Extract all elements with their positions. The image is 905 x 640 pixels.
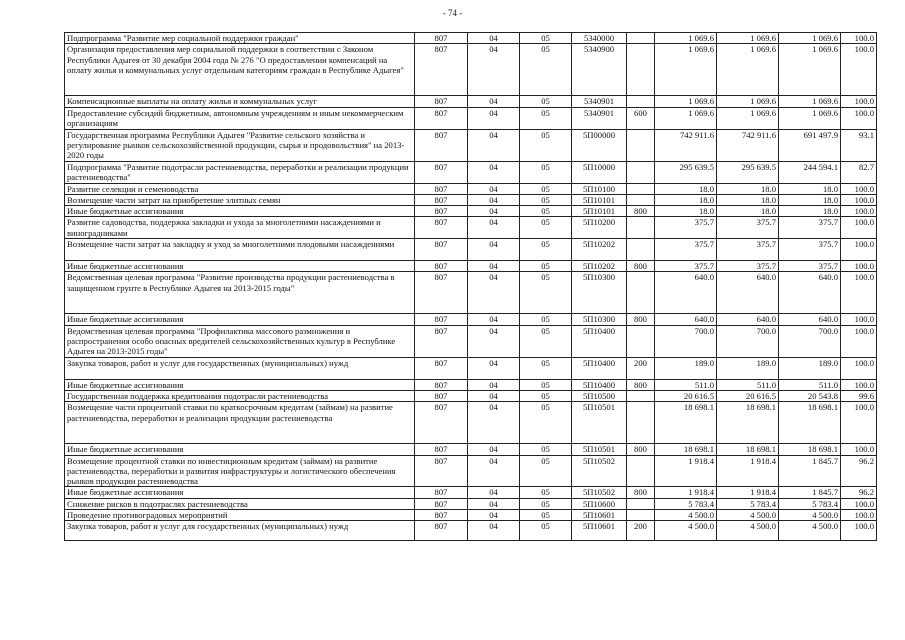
table-cell-name: Подпрограмма "Развитие мер социальной поддержки граждан" bbox=[65, 33, 415, 44]
table-cell-ministry: 807 bbox=[415, 272, 468, 314]
table-cell-refined: 700.0 bbox=[717, 325, 779, 357]
table-cell-approved: 511.0 bbox=[655, 379, 717, 390]
table-cell-approved: 640.0 bbox=[655, 314, 717, 325]
table-cell-section: 04 bbox=[468, 325, 520, 357]
table-cell-target-article: 5П10601 bbox=[572, 510, 627, 521]
table-cell-subsection: 05 bbox=[520, 521, 572, 541]
table-cell-executed: 244 594.1 bbox=[779, 161, 841, 183]
table-cell-subsection: 05 bbox=[520, 261, 572, 272]
table-cell-approved: 375.7 bbox=[655, 261, 717, 272]
table-cell-expense-type: 600 bbox=[627, 107, 655, 129]
table-cell-section: 04 bbox=[468, 261, 520, 272]
table-cell-percent: 100.0 bbox=[841, 261, 877, 272]
table-cell-executed: 375.7 bbox=[779, 239, 841, 261]
table-cell-percent: 100.0 bbox=[841, 379, 877, 390]
table-cell-ministry: 807 bbox=[415, 107, 468, 129]
table-cell-name: Развитие садоводства, поддержка закладки и ухода за многолетними насаждениями и виноградниками bbox=[65, 217, 415, 239]
table-cell-target-article: 5340901 bbox=[572, 96, 627, 107]
table-row bbox=[65, 521, 877, 541]
table-cell-target-article: 5П10202 bbox=[572, 261, 627, 272]
table-cell-ministry: 807 bbox=[415, 487, 468, 498]
table-cell-approved: 18 698.1 bbox=[655, 444, 717, 455]
table-cell-subsection: 05 bbox=[520, 390, 572, 401]
table-cell-subsection: 05 bbox=[520, 33, 572, 44]
table-row bbox=[65, 402, 877, 444]
table-cell-section: 04 bbox=[468, 402, 520, 444]
budget-table bbox=[64, 32, 877, 541]
table-cell-percent: 100.0 bbox=[841, 44, 877, 96]
table-cell-expense-type bbox=[627, 455, 655, 487]
table-cell-percent: 100.0 bbox=[841, 96, 877, 107]
table-cell-executed: 18 698.1 bbox=[779, 444, 841, 455]
table-cell-refined: 18.0 bbox=[717, 206, 779, 217]
table-cell-target-article: 5П10202 bbox=[572, 239, 627, 261]
table-cell-section: 04 bbox=[468, 510, 520, 521]
table-cell-expense-type: 200 bbox=[627, 357, 655, 379]
table-cell-executed: 640.0 bbox=[779, 272, 841, 314]
table-cell-section: 04 bbox=[468, 444, 520, 455]
table-cell-name: Иные бюджетные ассигнования bbox=[65, 206, 415, 217]
table-row bbox=[65, 390, 877, 401]
table-cell-expense-type bbox=[627, 96, 655, 107]
table-cell-expense-type bbox=[627, 183, 655, 194]
table-cell-name: Организация предоставления мер социальной поддержки в соответствии с Законом Республики Адыгея от 30 декабря 2004 года № 276 "О предоставлении компенсаций на оплату жилья и коммунальных услуг отдельным категориям граждан в Республике Адыгея" bbox=[65, 44, 415, 96]
table-row bbox=[65, 183, 877, 194]
table-cell-subsection: 05 bbox=[520, 44, 572, 96]
table-cell-executed: 375.7 bbox=[779, 261, 841, 272]
table-cell-expense-type bbox=[627, 44, 655, 96]
table-cell-percent: 100.0 bbox=[841, 107, 877, 129]
table-cell-subsection: 05 bbox=[520, 272, 572, 314]
table-cell-ministry: 807 bbox=[415, 239, 468, 261]
table-row bbox=[65, 444, 877, 455]
table-row bbox=[65, 498, 877, 509]
table-cell-executed: 20 543.8 bbox=[779, 390, 841, 401]
table-cell-target-article: 5П10000 bbox=[572, 161, 627, 183]
table-cell-approved: 4 500.0 bbox=[655, 521, 717, 541]
table-cell-ministry: 807 bbox=[415, 33, 468, 44]
table-cell-percent: 93.1 bbox=[841, 129, 877, 161]
table-cell-approved: 1 069.6 bbox=[655, 44, 717, 96]
table-cell-target-article: 5П10500 bbox=[572, 390, 627, 401]
table-cell-refined: 20 616.5 bbox=[717, 390, 779, 401]
table-cell-subsection: 05 bbox=[520, 498, 572, 509]
table-cell-expense-type: 800 bbox=[627, 206, 655, 217]
table-row bbox=[65, 33, 877, 44]
table-row bbox=[65, 455, 877, 487]
table-cell-percent: 100.0 bbox=[841, 521, 877, 541]
table-cell-ministry: 807 bbox=[415, 129, 468, 161]
table-cell-executed: 189.0 bbox=[779, 357, 841, 379]
table-cell-refined: 4 500.0 bbox=[717, 521, 779, 541]
table-cell-expense-type bbox=[627, 239, 655, 261]
table-cell-executed: 691 497.9 bbox=[779, 129, 841, 161]
table-cell-percent: 96.2 bbox=[841, 455, 877, 487]
table-cell-section: 04 bbox=[468, 239, 520, 261]
table-cell-subsection: 05 bbox=[520, 455, 572, 487]
table-cell-approved: 742 911.6 bbox=[655, 129, 717, 161]
table-cell-refined: 375.7 bbox=[717, 217, 779, 239]
table-cell-expense-type bbox=[627, 272, 655, 314]
table-cell-expense-type bbox=[627, 194, 655, 205]
page-number: - 74 - bbox=[442, 8, 463, 18]
table-cell-subsection: 05 bbox=[520, 206, 572, 217]
table-cell-percent: 100.0 bbox=[841, 217, 877, 239]
table-cell-target-article: 5П10100 bbox=[572, 183, 627, 194]
table-cell-percent: 99.6 bbox=[841, 390, 877, 401]
table-cell-section: 04 bbox=[468, 487, 520, 498]
table-cell-executed: 18.0 bbox=[779, 183, 841, 194]
table-cell-executed: 375.7 bbox=[779, 217, 841, 239]
table-cell-ministry: 807 bbox=[415, 402, 468, 444]
table-cell-ministry: 807 bbox=[415, 379, 468, 390]
table-row bbox=[65, 325, 877, 357]
table-cell-approved: 1 069.6 bbox=[655, 107, 717, 129]
table-row bbox=[65, 217, 877, 239]
table-cell-approved: 189.0 bbox=[655, 357, 717, 379]
table-cell-section: 04 bbox=[468, 194, 520, 205]
table-cell-ministry: 807 bbox=[415, 521, 468, 541]
table-cell-expense-type: 800 bbox=[627, 487, 655, 498]
table-cell-section: 04 bbox=[468, 217, 520, 239]
table-cell-subsection: 05 bbox=[520, 314, 572, 325]
table-cell-executed: 1 069.6 bbox=[779, 33, 841, 44]
table-row bbox=[65, 272, 877, 314]
table-cell-refined: 189.0 bbox=[717, 357, 779, 379]
table-cell-name: Возмещение части затрат на закладку и уход за многолетними плодовыми насаждениями bbox=[65, 239, 415, 261]
table-cell-approved: 1 918.4 bbox=[655, 487, 717, 498]
table-cell-approved: 4 500.0 bbox=[655, 510, 717, 521]
table-cell-refined: 1 918.4 bbox=[717, 455, 779, 487]
table-cell-refined: 640.0 bbox=[717, 314, 779, 325]
table-cell-executed: 511.0 bbox=[779, 379, 841, 390]
table-cell-percent: 100.0 bbox=[841, 239, 877, 261]
table-cell-percent: 100.0 bbox=[841, 194, 877, 205]
table-cell-subsection: 05 bbox=[520, 325, 572, 357]
table-cell-name: Подпрограмма "Развитие подотрасли растениеводства, переработки и реализации продукции растениеводства" bbox=[65, 161, 415, 183]
table-cell-executed: 1 069.6 bbox=[779, 107, 841, 129]
table-row bbox=[65, 161, 877, 183]
table-cell-refined: 1 069.6 bbox=[717, 96, 779, 107]
table-row bbox=[65, 314, 877, 325]
table-cell-percent: 82.7 bbox=[841, 161, 877, 183]
table-cell-refined: 511.0 bbox=[717, 379, 779, 390]
table-cell-target-article: 5П00000 bbox=[572, 129, 627, 161]
table-cell-ministry: 807 bbox=[415, 96, 468, 107]
table-cell-ministry: 807 bbox=[415, 510, 468, 521]
table-cell-ministry: 807 bbox=[415, 194, 468, 205]
table-cell-approved: 5 783.4 bbox=[655, 498, 717, 509]
table-cell-target-article: 5П10101 bbox=[572, 206, 627, 217]
table-cell-expense-type: 800 bbox=[627, 314, 655, 325]
table-cell-ministry: 807 bbox=[415, 498, 468, 509]
table-cell-approved: 375.7 bbox=[655, 239, 717, 261]
table-row bbox=[65, 107, 877, 129]
table-cell-section: 04 bbox=[468, 379, 520, 390]
table-cell-approved: 18.0 bbox=[655, 183, 717, 194]
table-cell-approved: 20 616.5 bbox=[655, 390, 717, 401]
table-cell-ministry: 807 bbox=[415, 390, 468, 401]
table-row bbox=[65, 44, 877, 96]
table-cell-subsection: 05 bbox=[520, 402, 572, 444]
table-cell-executed: 18 698.1 bbox=[779, 402, 841, 444]
table-cell-approved: 18 698.1 bbox=[655, 402, 717, 444]
table-cell-refined: 375.7 bbox=[717, 261, 779, 272]
table-cell-executed: 1 845.7 bbox=[779, 487, 841, 498]
table-cell-target-article: 5П10502 bbox=[572, 487, 627, 498]
table-cell-section: 04 bbox=[468, 390, 520, 401]
table-cell-ministry: 807 bbox=[415, 161, 468, 183]
table-cell-name: Иные бюджетные ассигнования bbox=[65, 444, 415, 455]
table-cell-subsection: 05 bbox=[520, 183, 572, 194]
table-cell-name: Возмещение части процентной ставки по краткосрочным кредитам (займам) на развитие растениеводства, переработки и реализации продукции растениеводства bbox=[65, 402, 415, 444]
table-row bbox=[65, 239, 877, 261]
table-cell-percent: 100.0 bbox=[841, 33, 877, 44]
table-cell-refined: 742 911.6 bbox=[717, 129, 779, 161]
table-cell-refined: 4 500.0 bbox=[717, 510, 779, 521]
table-cell-section: 04 bbox=[468, 96, 520, 107]
table-cell-ministry: 807 bbox=[415, 314, 468, 325]
table-row bbox=[65, 194, 877, 205]
table-cell-refined: 18.0 bbox=[717, 183, 779, 194]
table-cell-refined: 5 783.4 bbox=[717, 498, 779, 509]
table-cell-percent: 100.0 bbox=[841, 272, 877, 314]
table-cell-refined: 1 069.6 bbox=[717, 107, 779, 129]
table-cell-refined: 1 069.6 bbox=[717, 44, 779, 96]
table-cell-approved: 18.0 bbox=[655, 206, 717, 217]
table-cell-executed: 4 500.0 bbox=[779, 510, 841, 521]
table-row bbox=[65, 261, 877, 272]
table-cell-section: 04 bbox=[468, 357, 520, 379]
table-cell-section: 04 bbox=[468, 44, 520, 96]
table-cell-refined: 295 639.5 bbox=[717, 161, 779, 183]
table-cell-approved: 1 918.4 bbox=[655, 455, 717, 487]
table-cell-subsection: 05 bbox=[520, 217, 572, 239]
table-row bbox=[65, 510, 877, 521]
table-cell-section: 04 bbox=[468, 314, 520, 325]
table-cell-subsection: 05 bbox=[520, 357, 572, 379]
table-cell-ministry: 807 bbox=[415, 325, 468, 357]
table-cell-expense-type bbox=[627, 390, 655, 401]
table-cell-approved: 700.0 bbox=[655, 325, 717, 357]
table-cell-subsection: 05 bbox=[520, 129, 572, 161]
table-cell-expense-type bbox=[627, 510, 655, 521]
table-cell-refined: 18.0 bbox=[717, 194, 779, 205]
table-cell-expense-type bbox=[627, 161, 655, 183]
table-cell-target-article: 5П10501 bbox=[572, 402, 627, 444]
table-row bbox=[65, 379, 877, 390]
table-cell-percent: 100.0 bbox=[841, 325, 877, 357]
table-cell-expense-type bbox=[627, 33, 655, 44]
table-cell-percent: 100.0 bbox=[841, 498, 877, 509]
table-cell-target-article: 5П10501 bbox=[572, 444, 627, 455]
table-cell-section: 04 bbox=[468, 129, 520, 161]
table-cell-ministry: 807 bbox=[415, 183, 468, 194]
table-cell-executed: 1 845.7 bbox=[779, 455, 841, 487]
table-cell-percent: 100.0 bbox=[841, 510, 877, 521]
table-cell-name: Компенсационные выплаты на оплату жилья и коммунальных услуг bbox=[65, 96, 415, 107]
table-cell-target-article: 5П10600 bbox=[572, 498, 627, 509]
table-cell-expense-type bbox=[627, 217, 655, 239]
table-cell-approved: 18.0 bbox=[655, 194, 717, 205]
table-cell-target-article: 5П10300 bbox=[572, 272, 627, 314]
table-cell-expense-type: 800 bbox=[627, 379, 655, 390]
table-cell-section: 04 bbox=[468, 206, 520, 217]
table-cell-name: Иные бюджетные ассигнования bbox=[65, 261, 415, 272]
table-cell-refined: 18 698.1 bbox=[717, 444, 779, 455]
table-cell-ministry: 807 bbox=[415, 261, 468, 272]
table-cell-ministry: 807 bbox=[415, 217, 468, 239]
table-cell-ministry: 807 bbox=[415, 357, 468, 379]
table-cell-section: 04 bbox=[468, 521, 520, 541]
table-row bbox=[65, 206, 877, 217]
table-cell-refined: 640.0 bbox=[717, 272, 779, 314]
table-cell-name: Государственная программа Республики Адыгея "Развитие сельского хозяйства и регулирование рынков сельскохозяйственной продукции, сырья и продовольствия" на 2013-2020 годы bbox=[65, 129, 415, 161]
table-cell-target-article: 5340901 bbox=[572, 107, 627, 129]
table-cell-section: 04 bbox=[468, 272, 520, 314]
table-cell-subsection: 05 bbox=[520, 239, 572, 261]
table-cell-ministry: 807 bbox=[415, 444, 468, 455]
table-cell-name: Закупка товаров, работ и услуг для государственных (муниципальных) нужд bbox=[65, 521, 415, 541]
table-cell-target-article: 5П10502 bbox=[572, 455, 627, 487]
table-cell-subsection: 05 bbox=[520, 444, 572, 455]
table-cell-ministry: 807 bbox=[415, 206, 468, 217]
table-cell-executed: 1 069.6 bbox=[779, 96, 841, 107]
table-cell-name: Ведомственная целевая программа "Развитие производства продукции растениеводства в защищенном грунте в Республике Адыгея на 2013-2015 годы" bbox=[65, 272, 415, 314]
table-row bbox=[65, 129, 877, 161]
table-cell-executed: 4 500.0 bbox=[779, 521, 841, 541]
table-cell-refined: 375.7 bbox=[717, 239, 779, 261]
table-cell-percent: 100.0 bbox=[841, 444, 877, 455]
table-cell-approved: 375.7 bbox=[655, 217, 717, 239]
table-cell-percent: 100.0 bbox=[841, 183, 877, 194]
table-cell-target-article: 5П10101 bbox=[572, 194, 627, 205]
table-cell-expense-type bbox=[627, 129, 655, 161]
table-cell-executed: 18.0 bbox=[779, 194, 841, 205]
table-cell-name: Проведение противоградовых мероприятий bbox=[65, 510, 415, 521]
table-cell-name: Возмещение части затрат на приобретение элитных семян bbox=[65, 194, 415, 205]
table-cell-expense-type: 800 bbox=[627, 444, 655, 455]
table-cell-section: 04 bbox=[468, 107, 520, 129]
table-cell-section: 04 bbox=[468, 33, 520, 44]
table-cell-name: Возмещение процентной ставки по инвестиционным кредитам (займам) на развитие растениеводства, переработки и развития инфраструктуры и логистического обеспечения рынков продукции растениеводства bbox=[65, 455, 415, 487]
table-cell-executed: 1 069.6 bbox=[779, 44, 841, 96]
table-cell-executed: 18.0 bbox=[779, 206, 841, 217]
table-cell-subsection: 05 bbox=[520, 510, 572, 521]
table-cell-section: 04 bbox=[468, 161, 520, 183]
table-cell-target-article: 5340900 bbox=[572, 44, 627, 96]
table-cell-expense-type bbox=[627, 402, 655, 444]
table-cell-executed: 5 783.4 bbox=[779, 498, 841, 509]
table-cell-name: Ведомственная целевая программа "Профилактика массового размножения и распространения особо опасных вредителей сельскохозяйственных культур в Республике Адыгея на 2013-2015 годы" bbox=[65, 325, 415, 357]
table-cell-percent: 100.0 bbox=[841, 402, 877, 444]
table-cell-target-article: 5340000 bbox=[572, 33, 627, 44]
table-cell-approved: 1 069.6 bbox=[655, 33, 717, 44]
table-cell-subsection: 05 bbox=[520, 194, 572, 205]
table-cell-subsection: 05 bbox=[520, 379, 572, 390]
table-cell-ministry: 807 bbox=[415, 44, 468, 96]
table-cell-name: Предоставление субсидий бюджетным, автономным учреждениям и иным некоммерческим организациям bbox=[65, 107, 415, 129]
table-row bbox=[65, 96, 877, 107]
table-cell-target-article: 5П10400 bbox=[572, 379, 627, 390]
table-cell-percent: 100.0 bbox=[841, 206, 877, 217]
table-cell-expense-type: 800 bbox=[627, 261, 655, 272]
table-cell-name: Иные бюджетные ассигнования bbox=[65, 379, 415, 390]
table-cell-percent: 100.0 bbox=[841, 357, 877, 379]
table-cell-target-article: 5П10601 bbox=[572, 521, 627, 541]
table-cell-target-article: 5П10300 bbox=[572, 314, 627, 325]
table-cell-approved: 295 639.5 bbox=[655, 161, 717, 183]
table-cell-expense-type bbox=[627, 498, 655, 509]
table-cell-expense-type bbox=[627, 325, 655, 357]
table-cell-name: Закупка товаров, работ и услуг для государственных (муниципальных) нужд bbox=[65, 357, 415, 379]
table-cell-approved: 1 069.6 bbox=[655, 96, 717, 107]
table-cell-refined: 1 918.4 bbox=[717, 487, 779, 498]
table-cell-name: Иные бюджетные ассигнования bbox=[65, 487, 415, 498]
table-cell-section: 04 bbox=[468, 455, 520, 487]
table-cell-approved: 640.0 bbox=[655, 272, 717, 314]
table-cell-target-article: 5П10400 bbox=[572, 357, 627, 379]
table-cell-name: Снижение рисков в подотраслях растениеводства bbox=[65, 498, 415, 509]
table-cell-subsection: 05 bbox=[520, 487, 572, 498]
table-cell-refined: 18 698.1 bbox=[717, 402, 779, 444]
table-cell-target-article: 5П10400 bbox=[572, 325, 627, 357]
table-cell-expense-type: 200 bbox=[627, 521, 655, 541]
table-cell-percent: 100.0 bbox=[841, 314, 877, 325]
table-body bbox=[65, 33, 877, 541]
table-cell-target-article: 5П10200 bbox=[572, 217, 627, 239]
table-cell-name: Иные бюджетные ассигнования bbox=[65, 314, 415, 325]
table-cell-subsection: 05 bbox=[520, 161, 572, 183]
table-cell-refined: 1 069.6 bbox=[717, 33, 779, 44]
table-cell-name: Развитие селекции и семеноводства bbox=[65, 183, 415, 194]
table-cell-section: 04 bbox=[468, 183, 520, 194]
table-cell-section: 04 bbox=[468, 498, 520, 509]
table-cell-name: Государственная поддержка кредитования подотрасли растениеводства bbox=[65, 390, 415, 401]
table-row bbox=[65, 357, 877, 379]
table-cell-executed: 700.0 bbox=[779, 325, 841, 357]
table-row bbox=[65, 487, 877, 498]
table-cell-executed: 640.0 bbox=[779, 314, 841, 325]
table-cell-subsection: 05 bbox=[520, 107, 572, 129]
table-cell-percent: 96.2 bbox=[841, 487, 877, 498]
table-cell-subsection: 05 bbox=[520, 96, 572, 107]
table-cell-ministry: 807 bbox=[415, 455, 468, 487]
